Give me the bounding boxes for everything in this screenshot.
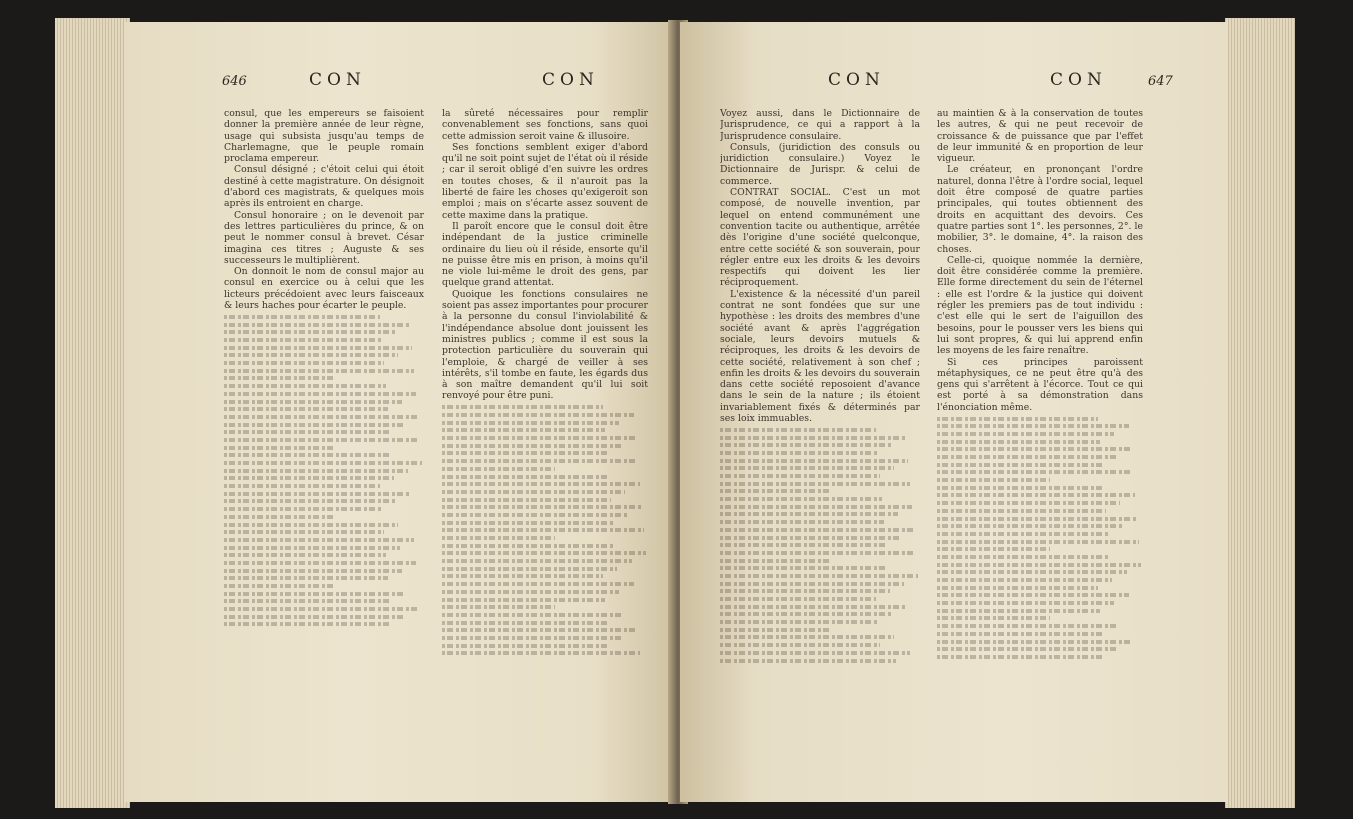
paragraph: On donnoit le nom de consul major au consul en exercice ou à celui que les licteurs précédoient avec leurs faisceaux & leurs haches pour écarter le peuple.	[224, 266, 424, 312]
paragraph: Le créateur, en prononçant l'ordre naturel, donna l'être à l'ordre social, lequel doit être composé de quatre parties principales, qui toutes obtiennent des droits en acquittant des devoirs. Ces quatre parties sont 1°. les personnes, 2°. le mobilier, 3°. le domaine, 4°. la raison des choses.	[937, 164, 1143, 255]
paragraph: Consul désigné ; c'étoit celui qui étoit destiné à cette magistrature. On désignoit d'abord ces magistrats, & quelques mois après ils entroient en charge.	[224, 164, 424, 210]
right-running-head-1: CON	[828, 70, 885, 90]
left-page-number: 646	[222, 74, 247, 89]
paragraph: Consuls, (juridiction des consuls ou juridiction consulaire.) Voyez le Dictionnaire de Jurispr. & celui de commerce.	[720, 141, 920, 187]
illegible-text-lines	[937, 417, 1143, 659]
paragraph: consul, que les empereurs se faisoient donner la première année de leur règne, usage qui subsista jusqu'au temps de Charlemagne, que le peuple romain proclama empereur.	[224, 108, 424, 165]
right-page	[680, 22, 1228, 802]
paragraph: Consul honoraire ; on le devenoit par des lettres particulières du prince, & on peut le nommer consul à brevet. César imagina ces titres ; Auguste & ses successeurs le multiplièrent.	[224, 209, 424, 266]
paragraph: Quoique les fonctions consulaires ne soient pas assez importantes pour procurer à la personne du consul l'inviolabilité & l'indépendance absolue dont jouissent les ministres publics ; comme il est sous la protection particulière du souverain qui l'emploie, & chargé de veiller à ses intérêts, s'il tombe en faute, les égards dus à son maître demandent qu'il lui soit renvoyé pour être puni.	[442, 288, 648, 402]
left-running-head-1: CON	[309, 70, 366, 90]
left-page-column-1	[224, 108, 424, 784]
paragraph: L'existence & la nécessité d'un pareil contrat ne sont fondées que sur une hypothèse : les droits des membres d'une société avant & après l'aggrégation sociale, leurs devoirs mutuels & réciproques, les droits & les devoirs de cette société, relativement à son chef ; enfin les droits & les devoirs du souverain dans cette société reposoient d'avance dans le sein de la nature ; ils étoient invariablement fixés & déterminés par ses loix immuables.	[720, 288, 920, 425]
right-page-column-1	[720, 108, 920, 784]
left-page-column-2	[442, 108, 648, 784]
left-page-edges	[55, 18, 130, 808]
paragraph: au maintien & à la conservation de toutes les autres, & qui ne peut recevoir de croissance & de puissance que par l'effet de leur immunité & en proportion de leur vigueur.	[937, 108, 1143, 165]
paragraph: Voyez aussi, dans le Dictionnaire de Jurisprudence, ce qui a rapport à la Jurisprudence consulaire.	[720, 108, 920, 142]
paragraph: Celle-ci, quoique nommée la dernière, doit être considérée comme la première. Elle forme directement du sein de l'éternel : elle est l'ordre & la justice qui doivent régler les premiers pas de tout individu : c'est elle qui le sert de l'aiguillon des besoins, pour le pousser vers les biens qui lui sont propres, & qui lui apprend enfin les moyens de les faire renaître.	[937, 254, 1143, 357]
right-page-number: 647	[1148, 74, 1173, 89]
right-running-head-2: CON	[1050, 70, 1107, 90]
illegible-text-lines	[442, 405, 648, 655]
paragraph: Il paroît encore que le consul doit être indépendant de la justice criminelle ordinaire du lieu où il réside, ensorte qu'il ne puisse être mis en prison, à moins qu'il ne viole lui-même le droit des gens, par quelque grand attentat.	[442, 220, 648, 289]
paragraph: Ses fonctions semblent exiger d'abord qu'il ne soit point sujet de l'état où il réside ; car il seroit obligé d'en suivre les ordres en toutes choses, & il n'auroit pas la liberté de faire les choses qu'exigeroit son emploi ; mais on s'écarte assez souvent de cette maxime dans la pratique.	[442, 141, 648, 221]
right-page-column-2	[937, 108, 1143, 784]
paragraph: Si ces principes paroissent métaphysiques, ce ne peut être qu'à des gens qui s'arrêtent à l'écorce. Tout ce qui est porté à sa démonstration dans l'énonciation même.	[937, 356, 1143, 413]
illegible-text-lines	[720, 428, 920, 663]
left-page	[124, 22, 675, 802]
right-page-edges	[1225, 18, 1295, 808]
paragraph: CONTRAT SOCIAL. C'est un mot composé, de nouvelle invention, par lequel on entend communément une convention tacite ou authentique, arrêtée dès l'origine d'une société quelconque, entre cette société & son souverain, pour régler entre eux les droits & les devoirs respectifs qui doivent les lier réciproquement.	[720, 187, 920, 289]
left-running-head-2: CON	[542, 70, 599, 90]
illegible-text-lines	[224, 315, 424, 627]
paragraph: la sûreté nécessaires pour remplir convenablement ses fonctions, sans quoi cette admission seroit vaine & illusoire.	[442, 108, 648, 142]
